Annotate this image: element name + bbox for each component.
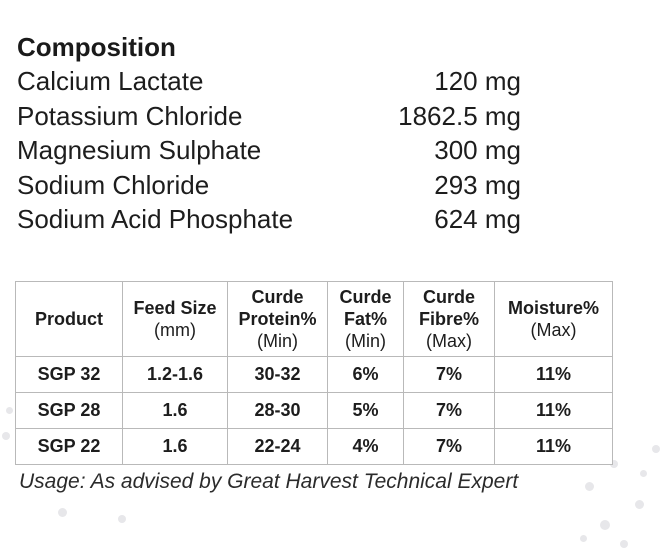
composition-section [17,30,527,237]
header-sub: (mm) [154,320,196,340]
ingredient-name: Sodium Chloride [17,169,210,200]
table-header-row [16,282,613,357]
header-sub: (Max) [530,320,577,340]
header-sub: (Min) [345,331,386,351]
header-label: Curde Fibre% [418,287,479,329]
background-dot [585,482,594,491]
cell-product: SGP 32 [16,357,123,393]
header-curde-fibre [404,282,495,357]
ingredient-amount: 1862.5 mg [398,100,521,131]
background-dot [6,407,13,414]
ingredient-amount: 293 mg [434,169,521,200]
header-product [16,282,123,357]
cell-moisture: 11% [495,393,613,429]
ingredient-name: Potassium Chloride [17,100,243,131]
header-label: Feed Size [133,298,217,318]
cell-protein: 22-24 [228,429,328,465]
cell-fibre: 7% [404,357,495,393]
header-label: Curde Fat% [339,287,392,329]
header-label: Product [34,309,103,329]
ingredient-amount: 120 mg [434,66,521,96]
cell-moisture: 11% [495,429,613,465]
background-dot [118,515,126,523]
header-curde-protein [228,282,328,357]
header-sub: (Max) [426,331,472,351]
cell-moisture: 11% [495,357,613,393]
cell-fat: 4% [328,429,404,465]
header-feed-size [123,282,228,357]
header-moisture [495,282,613,357]
background-dot [635,500,644,509]
header-label: Curde Protein% [238,287,317,329]
header-label: Moisture% [507,298,599,318]
cell-feed-size: 1.6 [123,393,228,429]
background-dot [580,535,587,542]
ingredient-name: Sodium Acid Phosphate [17,204,294,234]
cell-fat: 6% [328,357,404,393]
background-dot [652,445,660,453]
composition-row [17,133,527,168]
cell-product: SGP 28 [16,393,123,429]
background-dot [600,520,610,530]
ingredient-amount: 624 mg [434,204,521,234]
cell-feed-size: 1.6 [123,429,228,465]
cell-protein: 30-32 [228,357,328,393]
background-dot [2,432,10,440]
background-dot [58,508,67,517]
product-spec-table [15,281,613,465]
ingredient-amount: 300 mg [434,135,521,165]
cell-protein: 28-30 [228,393,328,429]
usage-note: Usage: As advised by Great Harvest Technical Expert [19,470,519,493]
ingredient-name: Calcium Lactate [17,66,204,96]
ingredient-name: Magnesium Sulphate [17,135,262,165]
background-dot [640,470,647,477]
composition-title: Composition [17,32,176,62]
header-curde-fat [328,282,404,357]
table-row [16,357,613,393]
composition-row [17,64,527,99]
composition-row [17,168,527,203]
composition-row [17,99,527,134]
table-row [16,393,613,429]
cell-fat: 5% [328,393,404,429]
composition-row [17,202,527,237]
table-row [16,429,613,465]
cell-fibre: 7% [404,429,495,465]
header-sub: (Min) [257,331,298,351]
background-dot [620,540,628,548]
cell-product: SGP 22 [16,429,123,465]
cell-fibre: 7% [404,393,495,429]
cell-feed-size: 1.2-1.6 [123,357,228,393]
